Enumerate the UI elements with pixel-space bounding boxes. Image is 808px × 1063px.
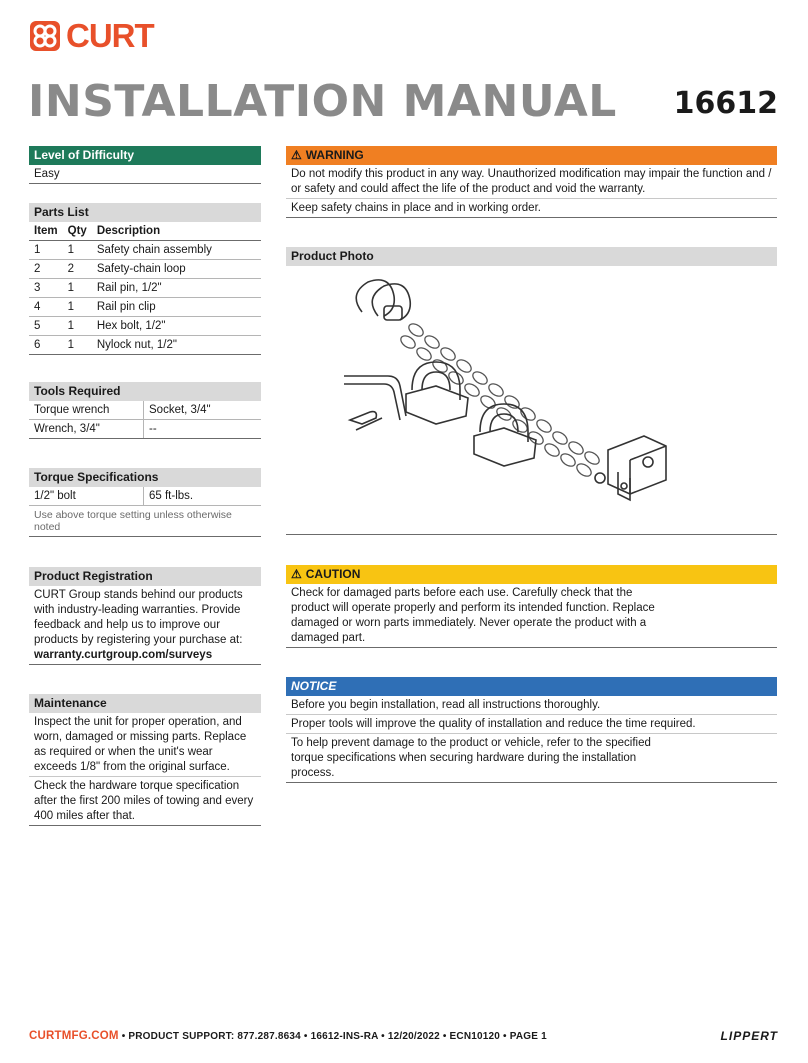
column-header: Item <box>29 222 63 241</box>
warning-item: Keep safety chains in place and in working order. <box>286 199 777 218</box>
torque-heading: Torque Specifications <box>29 468 261 487</box>
caution-heading <box>286 565 777 584</box>
table-cell: 3 <box>29 279 63 298</box>
table-row <box>29 298 261 317</box>
caution-heading-label: CAUTION <box>305 567 361 581</box>
difficulty-heading: Level of Difficulty <box>29 146 261 165</box>
safety-chain-illustration <box>326 272 766 522</box>
footer-details: • PRODUCT SUPPORT: 877.287.8634 • 16612-INS-RA • 12/20/2022 • ECN10120 • PAGE 1 <box>121 1031 547 1042</box>
table-row <box>29 317 261 336</box>
notice-item: Proper tools will improve the quality of installation and reduce the time required. <box>286 715 777 734</box>
maintenance-item: Inspect the unit for proper operation, and worn, damaged or missing parts. Replace as required or when the unit's wear exceeds 1/8" from the original surface. <box>29 713 261 777</box>
table-row <box>29 401 261 420</box>
maintenance-item: Check the hardware torque specification after the first 200 miles of towing and every 400 miles after that. <box>29 777 261 826</box>
curt-logo <box>28 18 154 54</box>
table-cell: Torque wrench <box>29 401 144 420</box>
page-title: INSTALLATION MANUAL <box>28 76 617 127</box>
brand-name: CURT <box>66 17 154 54</box>
left-column <box>29 146 261 826</box>
table-cell: Socket, 3/4" <box>144 401 262 420</box>
right-column <box>286 146 777 783</box>
registration-link[interactable]: warranty.curtgroup.com/surveys <box>34 649 213 661</box>
column-header: Qty <box>63 222 92 241</box>
table-cell: 1 <box>29 241 63 260</box>
table-cell: 6 <box>29 336 63 355</box>
parts-list-heading: Parts List <box>29 203 261 222</box>
parts-list-header-row <box>29 222 261 241</box>
footer-site-link[interactable]: CURTMFG.COM <box>29 1030 119 1042</box>
caution-text: Check for damaged parts before each use. Carefully check that the product will operate properly and perform its intended function. Replace damaged or worn parts immediately. Never operate the product with a damaged part. <box>286 584 777 648</box>
torque-note: Use above torque setting unless otherwise noted <box>29 506 261 537</box>
torque-table <box>29 487 261 506</box>
table-cell: 1/2" bolt <box>29 487 144 506</box>
table-row <box>29 487 261 506</box>
table-cell: 4 <box>29 298 63 317</box>
table-cell: 2 <box>29 260 63 279</box>
table-cell: 1 <box>63 298 92 317</box>
table-row <box>29 260 261 279</box>
table-cell: 65 ft-lbs. <box>144 487 262 506</box>
column-header: Description <box>92 222 261 241</box>
notice-item: To help prevent damage to the product or vehicle, refer to the specified torque specifications when securing hardware during the installation process. <box>286 734 777 783</box>
product-photo <box>286 266 777 535</box>
table-cell: 1 <box>63 336 92 355</box>
registration-text <box>29 586 261 665</box>
lippert-logo: LIPPERT <box>720 1029 778 1043</box>
registration-body: CURT Group stands behind our products with industry-leading warranties. Provide feedback and help us to improve our products by registering your purchase at: <box>34 589 243 646</box>
table-cell: Rail pin, 1/2" <box>92 279 261 298</box>
maintenance-heading: Maintenance <box>29 694 261 713</box>
difficulty-value: Easy <box>29 165 261 184</box>
notice-item: Before you begin installation, read all instructions thoroughly. <box>286 696 777 715</box>
table-cell: 1 <box>63 241 92 260</box>
table-row <box>29 420 261 439</box>
product-photo-heading: Product Photo <box>286 247 777 266</box>
footer <box>29 1030 547 1042</box>
table-cell: Wrench, 3/4" <box>29 420 144 439</box>
warning-item: Do not modify this product in any way. Unauthorized modification may impair the function and / or safety and could affect the life of the product and void the warranty. <box>286 165 777 199</box>
table-cell: Rail pin clip <box>92 298 261 317</box>
table-cell: Safety chain assembly <box>92 241 261 260</box>
warning-triangle-icon: ⚠ <box>291 148 302 162</box>
table-row <box>29 241 261 260</box>
table-row <box>29 279 261 298</box>
curt-emblem-icon <box>28 19 62 53</box>
notice-heading: NOTICE <box>286 677 777 696</box>
table-cell: 2 <box>63 260 92 279</box>
caution-triangle-icon: ⚠ <box>291 567 302 581</box>
table-cell: 1 <box>63 317 92 336</box>
table-cell: -- <box>144 420 262 439</box>
registration-heading: Product Registration <box>29 567 261 586</box>
table-cell: Safety-chain loop <box>92 260 261 279</box>
warning-heading <box>286 146 777 165</box>
tools-heading: Tools Required <box>29 382 261 401</box>
table-cell: Hex bolt, 1/2" <box>92 317 261 336</box>
table-cell: 1 <box>63 279 92 298</box>
tools-table <box>29 401 261 439</box>
parts-list-table <box>29 222 261 355</box>
warning-heading-label: WARNING <box>305 148 364 162</box>
table-row <box>29 336 261 355</box>
part-number: 16612 <box>673 86 778 121</box>
table-cell: Nylock nut, 1/2" <box>92 336 261 355</box>
table-cell: 5 <box>29 317 63 336</box>
